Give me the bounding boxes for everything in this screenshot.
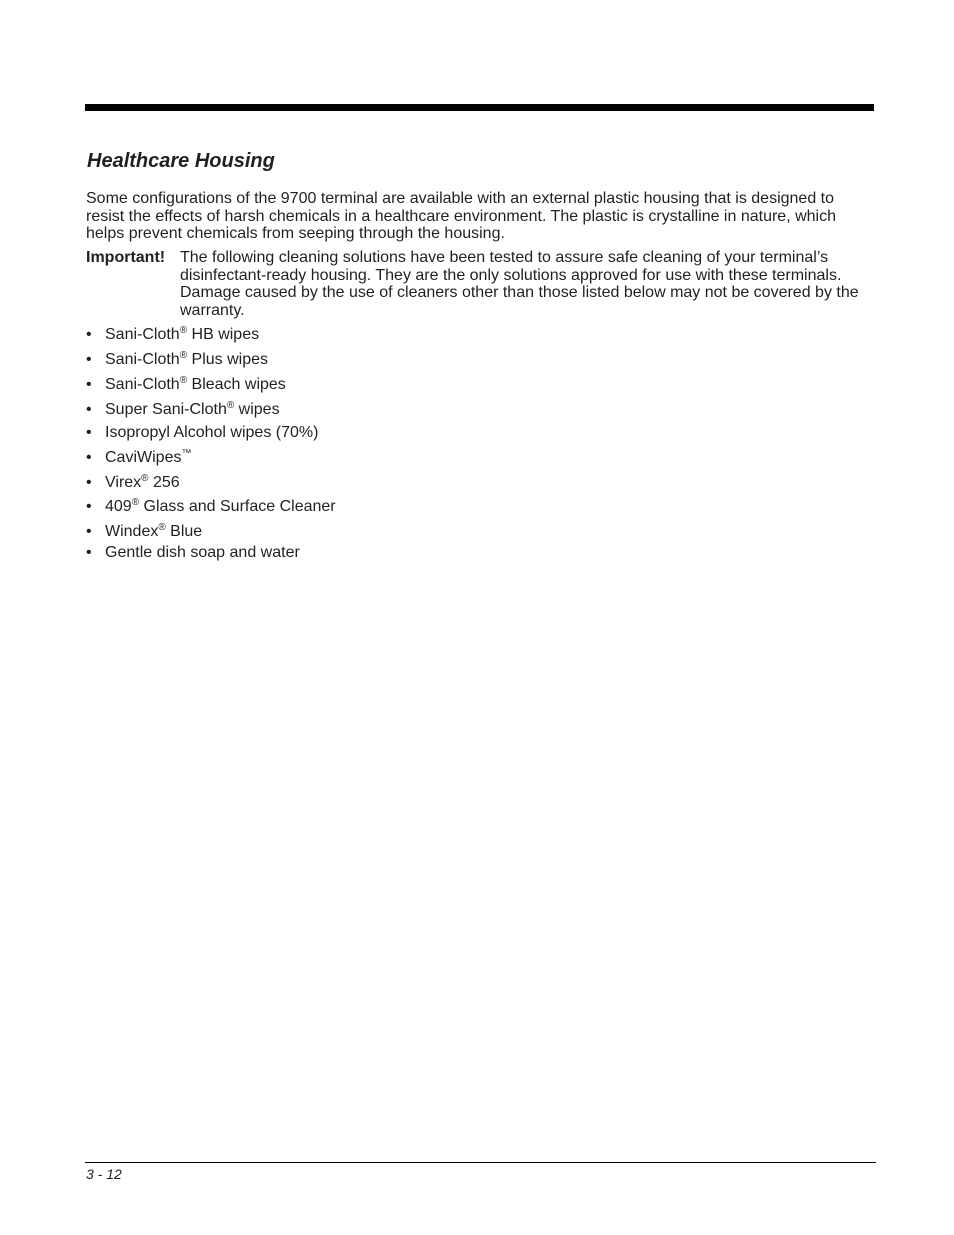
bullet-icon: • xyxy=(86,376,92,393)
product-detail: Bleach wipes xyxy=(187,376,286,393)
important-label: Important! xyxy=(86,249,166,266)
product-name: Windex xyxy=(105,523,159,540)
bullet-icon: • xyxy=(86,351,92,368)
bullet-icon: • xyxy=(86,401,92,418)
important-text: The following cleaning solutions have been tested to assure safe cleaning of your terminal’s disinfectant-ready housing. They are the only solutions approved for use with these terminals. Damage caused by the use of cleaners other than those listed below may not be covered by the warranty. xyxy=(180,249,859,319)
product-name: Virex xyxy=(105,474,142,491)
product-detail: 256 xyxy=(148,474,180,491)
bullet-icon: • xyxy=(86,474,92,491)
intro-paragraph: Some configurations of the 9700 terminal are available with an external plastic housing that is designed to resist the effects of harsh chemicals in a healthcare environment. The plastic is crystalline in nature, which helps prevent chemicals from seeping through the housing. xyxy=(86,190,836,242)
important-note xyxy=(86,249,876,319)
bullet-icon: • xyxy=(86,544,92,561)
product-name: Sani-Cloth xyxy=(105,351,180,368)
registered-mark: ® xyxy=(179,375,188,386)
page-number: 3 - 12 xyxy=(86,1166,122,1182)
product-name: Sani-Cloth xyxy=(105,376,180,393)
product-name: Super Sani-Cloth xyxy=(105,401,227,418)
product-name: Sani-Cloth xyxy=(105,326,180,343)
product-name: Isopropyl Alcohol wipes (70%) xyxy=(105,424,319,441)
footer-rule xyxy=(85,1162,876,1163)
registered-mark: ® xyxy=(131,497,140,508)
registered-mark: ® xyxy=(179,325,188,336)
product-detail: Plus wipes xyxy=(187,351,268,368)
product-name: 409 xyxy=(105,498,132,515)
product-name: CaviWipes xyxy=(105,449,182,466)
bullet-icon: • xyxy=(86,424,92,441)
product-detail: HB wipes xyxy=(187,326,260,343)
header-rule xyxy=(85,104,874,111)
registered-mark: ® xyxy=(158,522,166,533)
product-detail: wipes xyxy=(234,401,280,418)
bullet-icon: • xyxy=(86,449,92,466)
bullet-icon: • xyxy=(86,326,92,343)
registered-mark: ® xyxy=(141,473,149,484)
product-detail: Blue xyxy=(165,523,203,540)
trademark-mark: ™ xyxy=(181,448,192,459)
product-name: Gentle dish soap and water xyxy=(105,544,300,561)
section-title: Healthcare Housing xyxy=(87,150,275,172)
bullet-icon: • xyxy=(86,498,92,515)
registered-mark: ® xyxy=(179,350,188,361)
product-detail: Glass and Surface Cleaner xyxy=(139,498,336,515)
bullet-icon: • xyxy=(86,523,92,540)
registered-mark: ® xyxy=(226,400,235,411)
